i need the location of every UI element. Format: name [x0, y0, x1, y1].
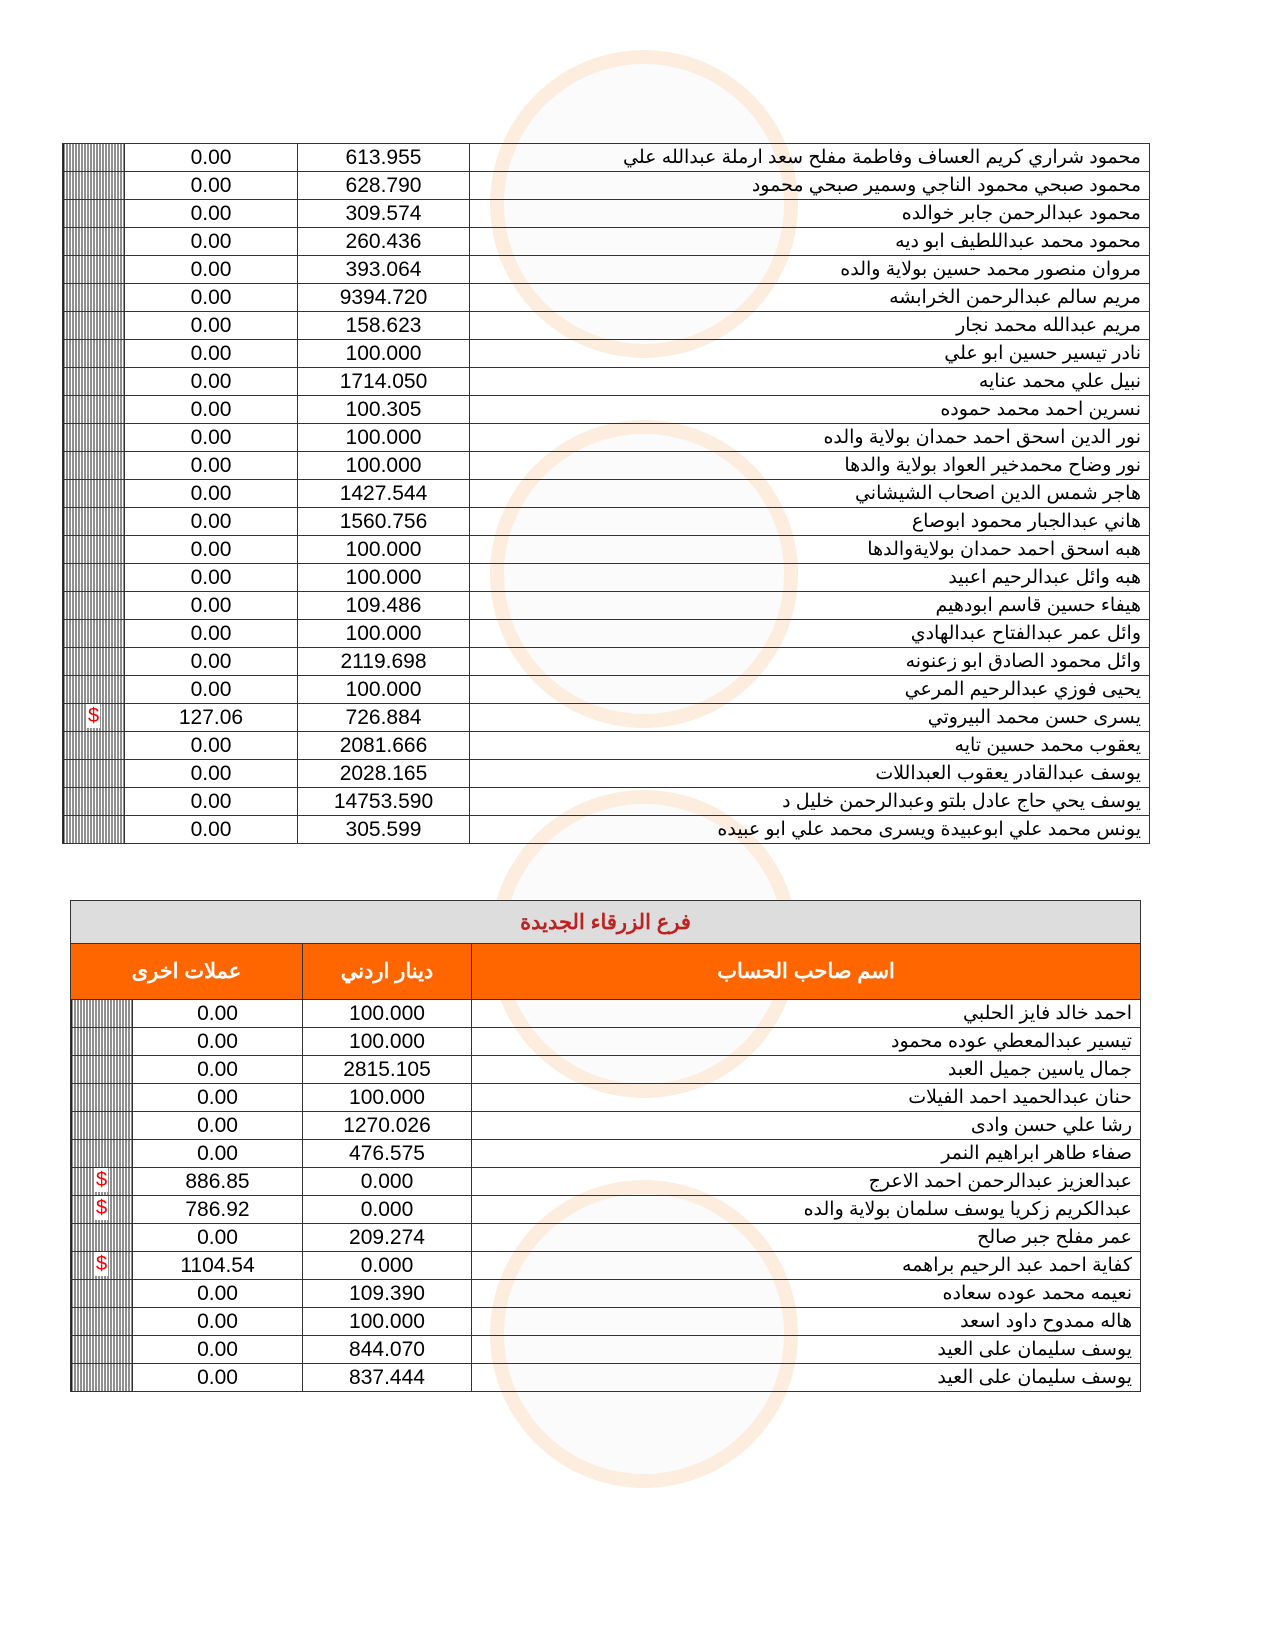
table-row: [71, 1308, 1141, 1336]
jod-amount: 1427.544: [298, 480, 470, 508]
jod-amount: 726.884: [298, 704, 470, 732]
pattern-cell: [71, 1056, 133, 1084]
table-row: [71, 1084, 1141, 1112]
jod-amount: 2028.165: [298, 760, 470, 788]
table-row: [63, 144, 1150, 172]
other-currency-amount: 0.00: [133, 1084, 303, 1112]
header-row: [71, 944, 1141, 1000]
account-name: عبدالكريم زكريا يوسف سلمان بولاية والده: [472, 1196, 1141, 1224]
jod-amount: 100.000: [303, 1308, 472, 1336]
table-row: [71, 1028, 1141, 1056]
other-currency-amount: 0.00: [133, 1056, 303, 1084]
other-currency-amount: 0.00: [125, 732, 298, 760]
pattern-cell: [63, 424, 125, 452]
branch-title-row: [71, 901, 1141, 944]
dollar-icon: $: [96, 1253, 108, 1275]
other-currency-amount: 0.00: [125, 648, 298, 676]
jod-amount: 2815.105: [303, 1056, 472, 1084]
other-currency-amount: 786.92: [133, 1196, 303, 1224]
other-currency-amount: 0.00: [125, 368, 298, 396]
jod-amount: 0.000: [303, 1168, 472, 1196]
table-row: [71, 1252, 1141, 1280]
other-currency-amount: 0.00: [125, 424, 298, 452]
table-row: [63, 284, 1150, 312]
pattern-cell: [63, 620, 125, 648]
jod-amount: 305.599: [298, 816, 470, 844]
table-row: [63, 816, 1150, 844]
table-row: [71, 1112, 1141, 1140]
account-name: هبه اسحق احمد حمدان بولايةوالدها: [470, 536, 1150, 564]
table-row: [63, 480, 1150, 508]
jod-amount: 476.575: [303, 1140, 472, 1168]
jod-amount: 109.390: [303, 1280, 472, 1308]
dollar-icon: $: [88, 705, 100, 727]
account-name: يوسف يحي حاج عادل بلتو وعبدالرحمن خليل د: [470, 788, 1150, 816]
pattern-cell: [71, 1252, 133, 1280]
other-currency-amount: 0.00: [125, 620, 298, 648]
account-name: محمود عبدالرحمن جابر خوالده: [470, 200, 1150, 228]
account-name: مريم سالم عبدالرحمن الخرابشه: [470, 284, 1150, 312]
account-name: كفاية احمد عبد الرحيم براهمه: [472, 1252, 1141, 1280]
account-name: عبدالعزيز عبدالرحمن احمد الاعرج: [472, 1168, 1141, 1196]
pattern-cell: [63, 312, 125, 340]
pattern-cell: [71, 1084, 133, 1112]
other-currency-amount: 0.00: [133, 1028, 303, 1056]
account-name: نبيل علي محمد عنايه: [470, 368, 1150, 396]
table-row: [63, 704, 1150, 732]
pattern-cell: [71, 1168, 133, 1196]
pattern-cell: [71, 1000, 133, 1028]
jod-amount: 100.000: [298, 340, 470, 368]
table-row: [63, 676, 1150, 704]
account-name: يحيى فوزي عبدالرحيم المرعي: [470, 676, 1150, 704]
table-row: [63, 200, 1150, 228]
account-name: محمود محمد عبداللطيف ابو ديه: [470, 228, 1150, 256]
pattern-cell: [63, 732, 125, 760]
jod-amount: 260.436: [298, 228, 470, 256]
account-name: نور الدين اسحق احمد حمدان بولاية والده: [470, 424, 1150, 452]
other-currency-amount: 0.00: [125, 452, 298, 480]
pattern-cell: [71, 1224, 133, 1252]
table-row: [71, 1140, 1141, 1168]
pattern-cell: [71, 1336, 133, 1364]
account-name: محمود صبحي محمود الناجي وسمير صبحي محمود: [470, 172, 1150, 200]
header-other-currencies: عملات اخرى: [71, 944, 303, 1000]
table-row: [63, 172, 1150, 200]
table-row: [71, 1056, 1141, 1084]
other-currency-amount: 0.00: [125, 312, 298, 340]
pattern-cell: [63, 368, 125, 396]
other-currency-amount: 0.00: [133, 1336, 303, 1364]
account-name: صفاء طاهر ابراهيم النمر: [472, 1140, 1141, 1168]
jod-amount: 100.000: [303, 1000, 472, 1028]
account-name: تيسير عبدالمعطي عوده محمود: [472, 1028, 1141, 1056]
other-currency-amount: 0.00: [125, 788, 298, 816]
other-currency-amount: 0.00: [125, 480, 298, 508]
pattern-cell: [63, 256, 125, 284]
pattern-cell: [63, 144, 125, 172]
pattern-cell: [63, 648, 125, 676]
account-name: وائل محمود الصادق ابو زعنونه: [470, 648, 1150, 676]
jod-amount: 628.790: [298, 172, 470, 200]
jod-amount: 209.274: [303, 1224, 472, 1252]
header-account-name: اسم صاحب الحساب: [472, 944, 1141, 1000]
other-currency-amount: 0.00: [133, 1224, 303, 1252]
jod-amount: 613.955: [298, 144, 470, 172]
jod-amount: 309.574: [298, 200, 470, 228]
account-name: هاجر شمس الدين اصحاب الشيشاني: [470, 480, 1150, 508]
other-currency-amount: 0.00: [125, 200, 298, 228]
pattern-cell: [63, 284, 125, 312]
pattern-cell: [63, 816, 125, 844]
account-name: يوسف سليمان على العيد: [472, 1364, 1141, 1392]
other-currency-amount: 0.00: [125, 396, 298, 424]
other-currency-amount: 0.00: [125, 256, 298, 284]
account-name: مريم عبدالله محمد نجار: [470, 312, 1150, 340]
pattern-cell: [71, 1280, 133, 1308]
jod-amount: 100.000: [298, 452, 470, 480]
jod-amount: 100.000: [303, 1028, 472, 1056]
pattern-cell: [63, 452, 125, 480]
account-name: يسرى حسن محمد البيروتي: [470, 704, 1150, 732]
other-currency-amount: 0.00: [133, 1140, 303, 1168]
account-name: هاني عبدالجبار محمود ابوصاع: [470, 508, 1150, 536]
table-row: [63, 732, 1150, 760]
pattern-cell: [63, 592, 125, 620]
jod-amount: 0.000: [303, 1252, 472, 1280]
other-currency-amount: 0.00: [125, 592, 298, 620]
table-row: [63, 620, 1150, 648]
pattern-cell: [63, 200, 125, 228]
jod-amount: 1270.026: [303, 1112, 472, 1140]
pattern-cell: [71, 1028, 133, 1056]
pattern-cell: [63, 536, 125, 564]
jod-amount: 100.000: [298, 620, 470, 648]
jod-amount: 0.000: [303, 1196, 472, 1224]
branch-title: فرع الزرقاء الجديدة: [71, 901, 1141, 944]
account-name: نادر تيسير حسين ابو علي: [470, 340, 1150, 368]
account-name: مروان منصور محمد حسين بولاية والده: [470, 256, 1150, 284]
jod-amount: 14753.590: [298, 788, 470, 816]
pattern-cell: [63, 564, 125, 592]
account-name: هبه وائل عبدالرحيم اعبيد: [470, 564, 1150, 592]
table-row: [63, 592, 1150, 620]
other-currency-amount: 0.00: [133, 1112, 303, 1140]
account-name: عمر مفلح جبر صالح: [472, 1224, 1141, 1252]
dollar-icon: $: [96, 1169, 108, 1191]
table-row: [71, 1224, 1141, 1252]
table-row: [63, 424, 1150, 452]
other-currency-amount: 0.00: [133, 1308, 303, 1336]
table-row: [71, 1336, 1141, 1364]
other-currency-amount: 0.00: [125, 508, 298, 536]
jod-amount: 837.444: [303, 1364, 472, 1392]
other-currency-amount: 0.00: [125, 536, 298, 564]
account-name: نعيمه محمد عوده سعاده: [472, 1280, 1141, 1308]
pattern-cell: [71, 1140, 133, 1168]
jod-amount: 2081.666: [298, 732, 470, 760]
account-name: حنان عبدالحميد احمد الفيلات: [472, 1084, 1141, 1112]
jod-amount: 1714.050: [298, 368, 470, 396]
pattern-cell: [71, 1196, 133, 1224]
jod-amount: 158.623: [298, 312, 470, 340]
account-name: رشا علي حسن وادى: [472, 1112, 1141, 1140]
pattern-cell: [63, 340, 125, 368]
jod-amount: 100.000: [303, 1084, 472, 1112]
table-row: [63, 396, 1150, 424]
jod-amount: 100.000: [298, 676, 470, 704]
other-currency-amount: 886.85: [133, 1168, 303, 1196]
jod-amount: 1560.756: [298, 508, 470, 536]
other-currency-amount: 0.00: [125, 564, 298, 592]
table-row: [63, 256, 1150, 284]
account-name: يوسف سليمان على العيد: [472, 1336, 1141, 1364]
table-row: [63, 340, 1150, 368]
jod-amount: 100.000: [298, 424, 470, 452]
account-name: محمود شراري كريم العساف وفاطمة مفلح سعد ارملة عبدالله علي: [470, 144, 1150, 172]
header-jod: دينار اردني: [303, 944, 472, 1000]
pattern-cell: [71, 1308, 133, 1336]
account-name: يعقوب محمد حسين تايه: [470, 732, 1150, 760]
pattern-cell: [63, 676, 125, 704]
pattern-cell: [63, 508, 125, 536]
other-currency-amount: 0.00: [125, 144, 298, 172]
account-name: وائل عمر عبدالفتاح عبدالهادي: [470, 620, 1150, 648]
table-row: [71, 1196, 1141, 1224]
table-row: [71, 1280, 1141, 1308]
table-row: [63, 228, 1150, 256]
other-currency-amount: 0.00: [133, 1000, 303, 1028]
table-row: [63, 760, 1150, 788]
pattern-cell: [63, 396, 125, 424]
table-row: [63, 536, 1150, 564]
other-currency-amount: 127.06: [125, 704, 298, 732]
accounts-table-zarqa: [70, 900, 1141, 1392]
table-row: [63, 564, 1150, 592]
other-currency-amount: 0.00: [125, 676, 298, 704]
other-currency-amount: 0.00: [125, 816, 298, 844]
other-currency-amount: 1104.54: [133, 1252, 303, 1280]
other-currency-amount: 0.00: [125, 760, 298, 788]
other-currency-amount: 0.00: [133, 1280, 303, 1308]
jod-amount: 9394.720: [298, 284, 470, 312]
account-name: نسرين احمد محمد حموده: [470, 396, 1150, 424]
pattern-cell: [71, 1112, 133, 1140]
pattern-cell: [63, 480, 125, 508]
pattern-cell: [63, 172, 125, 200]
pattern-cell: [63, 788, 125, 816]
jod-amount: 100.305: [298, 396, 470, 424]
account-name: يوسف عبدالقادر يعقوب العبداللات: [470, 760, 1150, 788]
jod-amount: 100.000: [298, 564, 470, 592]
table-row: [63, 368, 1150, 396]
account-name: يونس محمد علي ابوعبيدة ويسرى محمد علي ابو عبيده: [470, 816, 1150, 844]
other-currency-amount: 0.00: [125, 284, 298, 312]
table-row: [63, 508, 1150, 536]
jod-amount: 109.486: [298, 592, 470, 620]
pattern-cell: [63, 704, 125, 732]
account-name: احمد خالد فايز الحلبي: [472, 1000, 1141, 1028]
pattern-cell: [63, 228, 125, 256]
other-currency-amount: 0.00: [133, 1364, 303, 1392]
other-currency-amount: 0.00: [125, 228, 298, 256]
table-row: [71, 1000, 1141, 1028]
table-row: [63, 648, 1150, 676]
account-name: جمال ياسين جميل العبد: [472, 1056, 1141, 1084]
other-currency-amount: 0.00: [125, 172, 298, 200]
table-row: [63, 788, 1150, 816]
pattern-cell: [71, 1364, 133, 1392]
other-currency-amount: 0.00: [125, 340, 298, 368]
table-row: [71, 1364, 1141, 1392]
table-row: [63, 452, 1150, 480]
jod-amount: 100.000: [298, 536, 470, 564]
jod-amount: 844.070: [303, 1336, 472, 1364]
account-name: نور وضاح محمدخير العواد بولاية والدها: [470, 452, 1150, 480]
table-row: [71, 1168, 1141, 1196]
jod-amount: 2119.698: [298, 648, 470, 676]
jod-amount: 393.064: [298, 256, 470, 284]
dollar-icon: $: [96, 1197, 108, 1219]
table-row: [63, 312, 1150, 340]
account-name: هاله ممدوح داود اسعد: [472, 1308, 1141, 1336]
account-name: هيفاء حسين قاسم ابودهيم: [470, 592, 1150, 620]
pattern-cell: [63, 760, 125, 788]
accounts-table-1: [62, 143, 1150, 844]
